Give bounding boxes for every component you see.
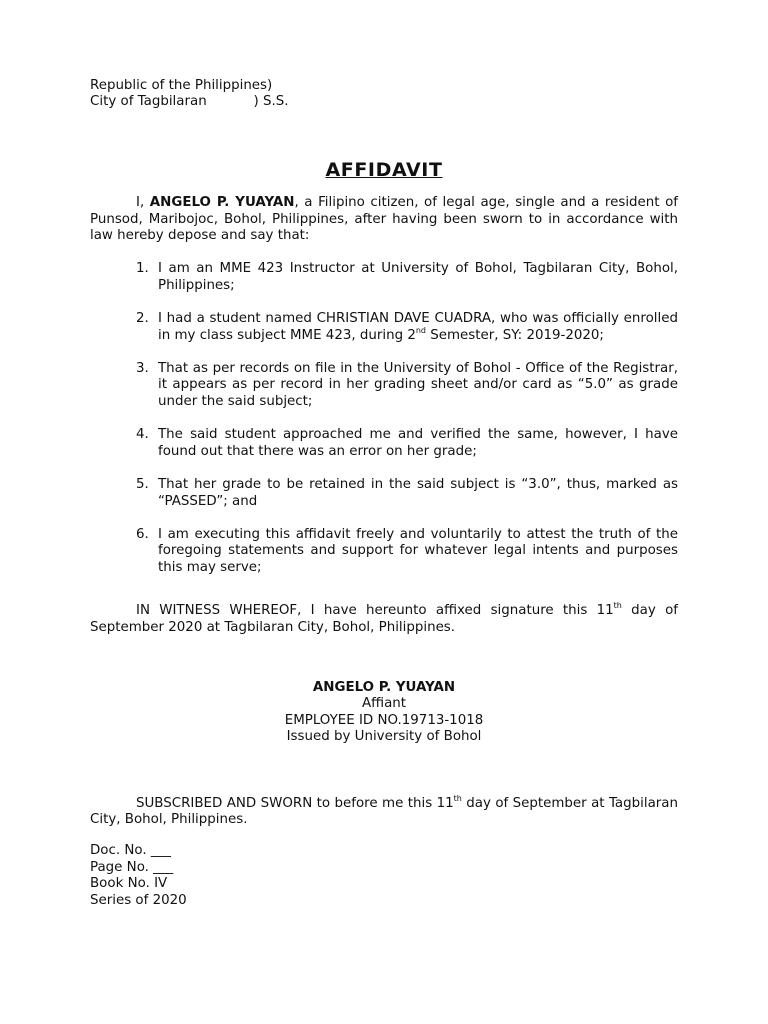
id-issuer: Issued by University of Bohol bbox=[286, 729, 482, 745]
statement-text: That her grade to be retained in the said subject is “3.0”, thus, marked as “PASSED”; and bbox=[158, 477, 678, 509]
statement-text: I am executing this affidavit freely and voluntarily to attest the truth of the foregoing statements and support for whatever legal intents and purposes this may serve; bbox=[158, 526, 678, 575]
ordinal-suffix: th bbox=[453, 793, 462, 803]
statement-item bbox=[90, 361, 678, 410]
notarial-register bbox=[90, 843, 678, 909]
ordinal-suffix: th bbox=[613, 601, 622, 611]
statement-number: 2. bbox=[136, 311, 149, 327]
venue-city-line bbox=[90, 94, 678, 110]
ordinal-suffix: nd bbox=[415, 325, 427, 335]
subscribed-paragraph bbox=[90, 793, 678, 829]
doc-number: Doc. No. ___ bbox=[90, 843, 171, 859]
witness-text-cont: day of September 2020 at Tagbilaran City, Bohol, Philippines. bbox=[90, 603, 678, 635]
statement-number: 6. bbox=[136, 526, 149, 542]
statement-item bbox=[90, 311, 678, 344]
statement-item bbox=[90, 477, 678, 510]
witness-text: IN WITNESS WHEREOF, I have hereunto affixed signature this 11 bbox=[136, 603, 614, 619]
statement-number: 4. bbox=[136, 427, 149, 443]
intro-pronoun: I, bbox=[136, 195, 150, 211]
statement-text: The said student approached me and verified the same, however, I have found out that there was an error on her grade; bbox=[158, 427, 678, 459]
venue-block bbox=[90, 78, 678, 111]
venue-spacer bbox=[207, 94, 254, 109]
venue-ss: ) S.S. bbox=[253, 94, 289, 110]
page-number: Page No. ___ bbox=[90, 859, 174, 875]
affidavit-document bbox=[90, 78, 678, 909]
affiant-role: Affiant bbox=[361, 696, 407, 712]
affiant-name: ANGELO P. YUAYAN bbox=[312, 679, 456, 695]
statement-number: 5. bbox=[136, 477, 149, 493]
statement-text: That as per records on file in the University of Bohol - Office of the Registrar, it appears as per record in her grading sheet and/or card as “5.0” as grade under the said subject; bbox=[158, 361, 678, 409]
statement-text: I had a student named CHRISTIAN DAVE CUADRA, who was officially enrolled in my class subject MME 423, during 2 bbox=[158, 311, 678, 343]
statement-text: I am an MME 423 Instructor at University of Bohol, Tagbilaran City, Bohol, Philippines; bbox=[158, 261, 678, 293]
statement-item bbox=[90, 527, 678, 576]
affiant-name-inline: ANGELO P. YUAYAN bbox=[149, 195, 295, 211]
venue-republic: Republic of the Philippines) bbox=[90, 78, 273, 93]
employee-id: EMPLOYEE ID NO.19713-1018 bbox=[284, 712, 484, 728]
document-title: AFFIDAVIT bbox=[325, 158, 443, 181]
subscribed-text: SUBSCRIBED AND SWORN to before me this 11 bbox=[136, 795, 454, 811]
book-number: Book No. IV bbox=[90, 876, 168, 892]
signature-block bbox=[90, 680, 678, 746]
venue-city: City of Tagbilaran bbox=[90, 94, 207, 110]
statement-number: 3. bbox=[136, 361, 149, 377]
intro-paragraph bbox=[90, 195, 678, 244]
statement-item bbox=[90, 261, 678, 294]
statement-number: 1. bbox=[136, 261, 149, 277]
statement-list bbox=[90, 261, 678, 576]
statement-text-cont: Semester, SY: 2019-2020; bbox=[426, 327, 604, 343]
subscribed-text-cont: day of September at Tagbilaran City, Bohol, Philippines. bbox=[90, 795, 678, 827]
series-year: Series of 2020 bbox=[90, 892, 187, 908]
witness-paragraph bbox=[90, 603, 678, 636]
statement-item bbox=[90, 427, 678, 460]
intro-text: , a Filipino citizen, of legal age, single and a resident of Punsod, Maribojoc, Bohol, Philippines, after having been sworn to in accordance with law hereby depose and say that: bbox=[90, 195, 678, 244]
